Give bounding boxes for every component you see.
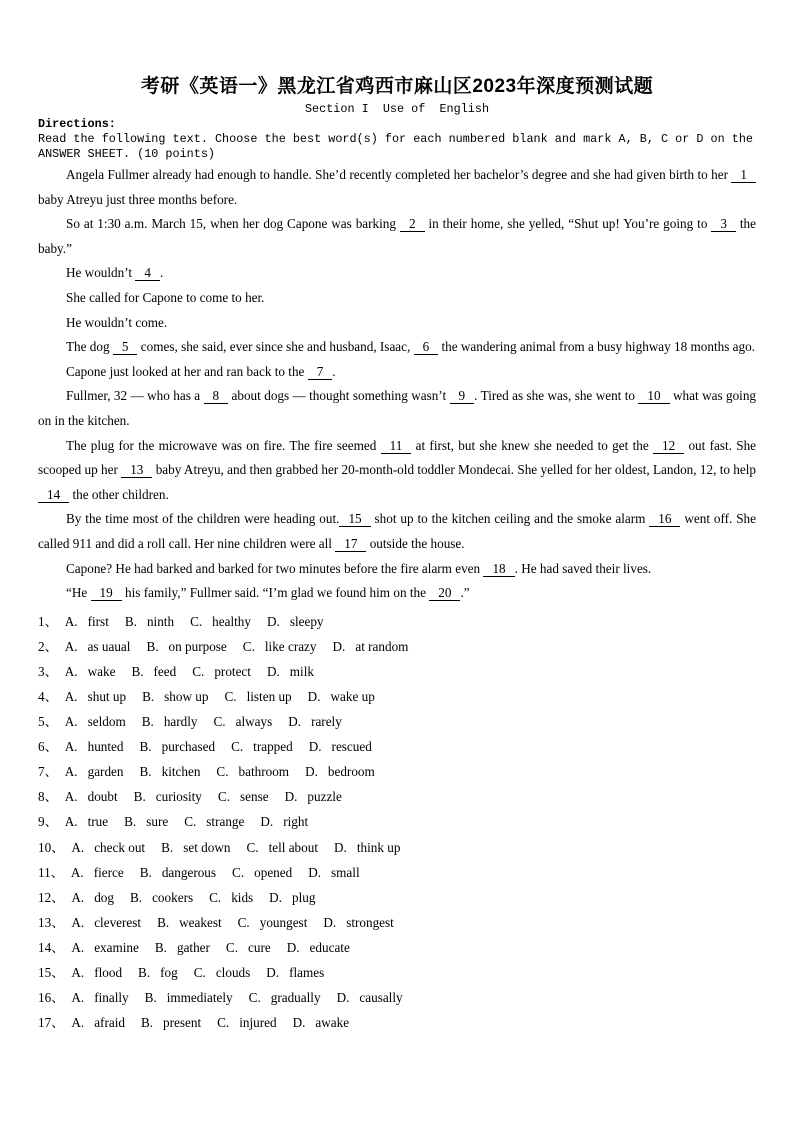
option-letter: D. xyxy=(292,1015,306,1031)
directions-block xyxy=(38,117,756,162)
question-number: 8、 xyxy=(38,789,58,805)
option-text: immediately xyxy=(166,990,233,1006)
option-letter: A. xyxy=(64,814,78,830)
option-text: bedroom xyxy=(327,764,375,780)
option-text: gather xyxy=(176,939,210,955)
option-2-C xyxy=(243,639,317,654)
option-letter: A. xyxy=(64,688,78,704)
option-letter: D. xyxy=(269,889,282,905)
option-text: causally xyxy=(359,990,403,1006)
cloze-blank-1: 1 xyxy=(731,167,756,183)
passage-paragraph: Angela Fullmer already had enough to handle. She’d recently completed her bachelor’s degree and she had given birth to her 1 baby Atreyu just three months before. xyxy=(38,163,756,212)
option-text: present xyxy=(163,1015,202,1031)
question-row-2 xyxy=(38,634,756,659)
option-letter: C. xyxy=(192,663,205,679)
option-letter: B. xyxy=(140,1015,154,1031)
option-letter: A. xyxy=(71,965,85,980)
option-text: rarely xyxy=(311,714,342,730)
option-text: cleverest xyxy=(94,914,142,930)
question-row-10 xyxy=(38,835,756,860)
option-letter: D. xyxy=(308,739,322,755)
option-text: fierce xyxy=(93,864,124,880)
option-text: strange xyxy=(206,814,245,830)
option-1-C xyxy=(190,614,251,629)
cloze-blank-14: 14 xyxy=(38,487,69,503)
question-number: 16、 xyxy=(38,990,65,1006)
option-16-D xyxy=(337,990,403,1005)
option-1-A xyxy=(65,614,109,629)
passage-paragraph: She called for Capone to come to her. xyxy=(66,289,265,305)
option-11-B xyxy=(140,865,216,880)
option-17-B xyxy=(141,1015,201,1030)
option-letter: A. xyxy=(71,839,85,855)
option-letter: A. xyxy=(64,638,78,654)
option-letter: D. xyxy=(334,839,347,855)
option-12-B xyxy=(130,890,193,905)
option-12-A xyxy=(71,890,114,905)
question-row-6 xyxy=(38,734,756,759)
option-text: examine xyxy=(94,939,139,955)
option-text: plug xyxy=(292,889,316,905)
option-letter: D. xyxy=(308,864,322,880)
option-text: sense xyxy=(240,789,269,805)
option-text: fog xyxy=(160,965,178,980)
option-text: cure xyxy=(248,939,271,955)
option-text: right xyxy=(283,814,309,830)
option-9-C xyxy=(184,814,244,829)
option-letter: B. xyxy=(139,864,152,880)
question-number: 17、 xyxy=(38,1015,65,1031)
option-text: puzzle xyxy=(307,789,342,805)
option-15-B xyxy=(138,965,178,980)
option-letter: B. xyxy=(139,739,152,755)
option-5-B xyxy=(142,714,198,729)
option-text: set down xyxy=(183,839,231,855)
option-11-D xyxy=(308,865,359,880)
option-9-A xyxy=(65,814,108,829)
option-letter: C. xyxy=(216,764,229,780)
option-letter: D. xyxy=(286,939,300,955)
option-text: weakest xyxy=(179,914,222,930)
option-letter: A. xyxy=(64,613,78,629)
option-text: check out xyxy=(94,839,146,855)
page-title: 考研《英语一》黑龙江省鸡西市麻山区2023年深度预测试题 xyxy=(140,76,654,97)
option-text: strongest xyxy=(346,914,394,930)
option-4-A xyxy=(65,689,126,704)
option-text: rescued xyxy=(331,739,372,755)
option-text: dangerous xyxy=(161,864,217,880)
option-letter: C. xyxy=(217,1015,230,1031)
option-17-C xyxy=(217,1015,276,1030)
question-row-4 xyxy=(38,684,756,709)
option-text: dog xyxy=(94,889,114,905)
option-10-B xyxy=(161,840,230,855)
option-letter: B. xyxy=(161,839,174,855)
option-text: first xyxy=(87,613,109,629)
passage-paragraph: Capone? He had barked and barked for two minutes before the fire alarm even 18 . He had saved their lives. xyxy=(66,560,652,576)
option-13-B xyxy=(157,915,222,930)
option-letter: D. xyxy=(284,789,298,805)
option-1-D xyxy=(267,614,324,629)
option-2-B xyxy=(146,639,226,654)
option-letter: B. xyxy=(157,914,170,930)
option-letter: D. xyxy=(260,814,274,830)
option-4-D xyxy=(308,689,375,704)
options-list xyxy=(38,609,756,1036)
option-text: always xyxy=(235,714,273,730)
option-letter: A. xyxy=(71,1015,85,1031)
cloze-blank-17: 17 xyxy=(335,536,366,552)
option-letter: A. xyxy=(64,764,78,780)
question-number: 15、 xyxy=(38,965,65,980)
option-letter: B. xyxy=(141,714,154,730)
option-17-A xyxy=(71,1015,125,1030)
option-letter: A. xyxy=(71,990,85,1006)
option-letter: C. xyxy=(248,990,261,1006)
option-letter: A. xyxy=(64,789,78,805)
option-12-C xyxy=(209,890,253,905)
option-text: listen up xyxy=(246,688,292,704)
passage-paragraph: Fullmer, 32 — who has a 8 about dogs — thought something wasn’t 9 . Tired as she was, she went to 10 what was going on in the kitchen. xyxy=(38,388,757,428)
option-text: trapped xyxy=(253,739,293,755)
option-letter: A. xyxy=(71,939,85,955)
option-letter: B. xyxy=(124,814,137,830)
directions-line: ANSWER SHEET. (10 points) xyxy=(38,147,215,161)
option-8-C xyxy=(218,789,269,804)
question-row-12 xyxy=(38,885,756,910)
option-text: curiosity xyxy=(155,789,202,805)
question-number: 11、 xyxy=(38,864,64,880)
option-text: afraid xyxy=(94,1015,125,1031)
option-text: kids xyxy=(231,889,254,905)
question-row-5 xyxy=(38,709,756,734)
option-17-D xyxy=(293,1015,350,1030)
question-number: 5、 xyxy=(38,714,58,730)
option-text: small xyxy=(331,864,360,880)
option-letter: C. xyxy=(232,864,245,880)
option-text: youngest xyxy=(259,914,308,930)
option-letter: D. xyxy=(323,914,337,930)
option-14-A xyxy=(71,940,139,955)
option-letter: D. xyxy=(266,663,280,679)
option-9-D xyxy=(260,814,308,829)
option-letter: A. xyxy=(71,889,85,905)
question-number: 3、 xyxy=(38,663,58,679)
option-7-D xyxy=(305,764,375,779)
option-letter: B. xyxy=(124,613,137,629)
option-4-B xyxy=(142,689,208,704)
passage-paragraph: Capone just looked at her and ran back to the 7 . xyxy=(66,363,336,379)
question-row-14 xyxy=(38,935,756,960)
option-letter: C. xyxy=(190,613,203,629)
question-row-1 xyxy=(38,609,756,634)
option-letter: C. xyxy=(225,939,239,955)
option-14-B xyxy=(155,940,210,955)
option-14-D xyxy=(287,940,350,955)
option-text: flames xyxy=(289,965,325,980)
option-text: opened xyxy=(254,864,293,880)
option-letter: B. xyxy=(139,764,152,780)
option-letter: D. xyxy=(332,638,346,654)
passage-paragraph: By the time most of the children were heading out. 15 shot up to the kitchen ceiling and the smoke alarm 16 went off. She called 911 and did a roll call. Her nine children were all 17 outside the house. xyxy=(38,511,756,551)
option-text: doubt xyxy=(87,789,118,805)
option-10-C xyxy=(246,840,318,855)
passage-paragraph: The plug for the microwave was on fire. The fire seemed 11 at first, but she knew she needed to get the 12 out fast. She scooped up her 13 baby Atreyu, and then grabbed her 20-month-old toddler Mondecai. She yelled for her oldest, Landon, 12, to help 14 the other children. xyxy=(38,437,757,502)
option-8-A xyxy=(65,789,118,804)
option-letter: A. xyxy=(70,864,84,880)
cloze-blank-10: 10 xyxy=(638,388,669,404)
option-text: protect xyxy=(214,663,251,679)
question-number: 12、 xyxy=(38,889,65,905)
option-7-A xyxy=(65,764,124,779)
option-8-D xyxy=(285,789,342,804)
question-row-13 xyxy=(38,910,756,935)
option-text: awake xyxy=(315,1015,350,1031)
cloze-blank-8: 8 xyxy=(204,388,229,404)
cloze-blank-9: 9 xyxy=(450,388,475,404)
option-text: gradually xyxy=(270,990,321,1006)
question-number: 1、 xyxy=(38,613,58,629)
question-number: 9、 xyxy=(38,814,58,830)
option-text: as uaual xyxy=(87,638,131,654)
option-letter: D. xyxy=(266,965,280,980)
option-text: seldom xyxy=(87,714,126,730)
option-text: on purpose xyxy=(168,638,227,654)
option-text: healthy xyxy=(212,613,251,629)
option-text: finally xyxy=(94,990,129,1006)
option-12-D xyxy=(269,890,315,905)
option-16-B xyxy=(145,990,233,1005)
option-5-A xyxy=(65,714,126,729)
option-letter: A. xyxy=(64,739,78,755)
option-text: show up xyxy=(164,688,209,704)
option-11-A xyxy=(71,865,124,880)
option-letter: D. xyxy=(307,688,321,704)
option-14-C xyxy=(226,940,271,955)
question-number: 13、 xyxy=(38,914,65,930)
option-letter: B. xyxy=(131,663,144,679)
option-5-C xyxy=(214,714,273,729)
option-letter: B. xyxy=(146,638,159,654)
passage xyxy=(38,163,756,606)
option-text: wake up xyxy=(330,688,375,704)
option-letter: B. xyxy=(154,939,167,955)
option-text: clouds xyxy=(215,965,251,980)
option-text: like crazy xyxy=(264,638,317,654)
option-15-A xyxy=(71,965,122,980)
option-7-B xyxy=(140,764,201,779)
directions-label: Directions: xyxy=(38,117,116,131)
option-text: kitchen xyxy=(161,764,201,780)
option-3-A xyxy=(65,664,116,679)
option-letter: A. xyxy=(71,914,85,930)
option-2-D xyxy=(333,639,409,654)
option-letter: C. xyxy=(231,739,244,755)
option-13-A xyxy=(71,915,141,930)
question-number: 14、 xyxy=(38,939,65,955)
option-letter: C. xyxy=(209,889,222,905)
option-letter: C. xyxy=(213,714,226,730)
passage-paragraph: “He 19 his family,” Fullmer said. “I’m glad we found him on the 20 .” xyxy=(66,585,470,601)
cloze-blank-18: 18 xyxy=(483,561,514,577)
passage-paragraph: So at 1:30 a.m. March 15, when her dog Capone was barking 2 in their home, she yelled, “Shut up! You’re going to 3 the baby.” xyxy=(38,216,756,256)
option-9-B xyxy=(124,814,168,829)
option-text: educate xyxy=(309,939,350,955)
question-row-9 xyxy=(38,809,756,834)
option-letter: C. xyxy=(237,914,250,930)
option-letter: C. xyxy=(193,965,206,980)
option-letter: B. xyxy=(129,889,143,905)
option-text: at random xyxy=(355,638,409,654)
option-13-D xyxy=(323,915,393,930)
cloze-blank-15: 15 xyxy=(339,511,370,527)
option-letter: C. xyxy=(224,688,237,704)
cloze-blank-4: 4 xyxy=(135,265,160,281)
passage-paragraph: He wouldn’t come. xyxy=(66,314,168,330)
option-10-A xyxy=(71,840,145,855)
option-text: hunted xyxy=(87,739,124,755)
option-letter: C. xyxy=(242,638,255,654)
option-16-A xyxy=(71,990,128,1005)
option-text: sleepy xyxy=(289,613,324,629)
passage-paragraph: The dog 5 comes, she said, ever since she and husband, Isaac, 6 the wandering animal from a busy highway 18 months ago. xyxy=(66,339,756,355)
question-row-8 xyxy=(38,784,756,809)
option-text: flood xyxy=(94,965,123,980)
option-text: injured xyxy=(239,1015,277,1031)
option-letter: C. xyxy=(184,814,197,830)
question-number: 6、 xyxy=(38,739,58,755)
passage-paragraph: He wouldn’t 4 . xyxy=(66,265,164,281)
cloze-blank-16: 16 xyxy=(649,511,680,527)
option-letter: C. xyxy=(246,839,259,855)
option-letter: D. xyxy=(336,990,350,1006)
question-number: 2、 xyxy=(38,638,58,654)
option-15-C xyxy=(194,965,251,980)
option-text: feed xyxy=(153,663,177,679)
option-letter: B. xyxy=(142,688,155,704)
cloze-blank-5: 5 xyxy=(113,339,138,355)
option-text: garden xyxy=(87,764,124,780)
question-number: 10、 xyxy=(38,839,65,855)
option-text: hardly xyxy=(163,714,198,730)
cloze-blank-3: 3 xyxy=(711,216,736,232)
option-11-C xyxy=(232,865,292,880)
option-8-B xyxy=(134,789,202,804)
option-letter: B. xyxy=(144,990,157,1006)
option-16-C xyxy=(249,990,321,1005)
option-letter: B. xyxy=(138,965,151,980)
question-row-15 xyxy=(38,960,756,985)
option-text: shut up xyxy=(87,688,127,704)
cloze-blank-20: 20 xyxy=(429,585,460,601)
option-text: cookers xyxy=(152,889,194,905)
option-text: true xyxy=(87,814,109,830)
directions-line: Read the following text. Choose the best word(s) for each numbered blank and mark A, B, C or D on the xyxy=(38,132,754,146)
option-6-B xyxy=(140,739,216,754)
option-letter: D. xyxy=(305,764,318,780)
option-5-D xyxy=(288,714,342,729)
question-number: 7、 xyxy=(38,764,58,780)
option-6-A xyxy=(65,739,124,754)
option-text: purchased xyxy=(161,739,216,755)
option-7-C xyxy=(216,764,289,779)
option-13-C xyxy=(238,915,308,930)
cloze-blank-2: 2 xyxy=(400,216,425,232)
option-10-D xyxy=(334,840,400,855)
question-row-17 xyxy=(38,1010,756,1035)
option-6-D xyxy=(309,739,372,754)
option-3-D xyxy=(267,664,314,679)
option-1-B xyxy=(125,614,174,629)
question-row-16 xyxy=(38,985,756,1010)
cloze-blank-12: 12 xyxy=(653,438,684,454)
option-text: ninth xyxy=(146,613,175,629)
option-4-C xyxy=(225,689,292,704)
option-letter: A. xyxy=(64,714,78,730)
option-letter: D. xyxy=(288,714,302,730)
cloze-blank-11: 11 xyxy=(381,438,412,454)
cloze-blank-13: 13 xyxy=(121,462,152,478)
section-heading: Section I Use of English xyxy=(304,102,490,116)
cloze-blank-6: 6 xyxy=(414,339,439,355)
option-letter: D. xyxy=(266,613,280,629)
option-6-C xyxy=(231,739,293,754)
option-text: tell about xyxy=(268,839,319,855)
cloze-blank-19: 19 xyxy=(91,585,122,601)
option-text: milk xyxy=(289,663,314,679)
option-text: wake xyxy=(87,663,116,679)
cloze-blank-7: 7 xyxy=(308,364,333,380)
option-text: think up xyxy=(356,839,401,855)
question-number: 4、 xyxy=(38,688,58,704)
option-text: sure xyxy=(146,814,169,830)
question-row-7 xyxy=(38,759,756,784)
question-row-11 xyxy=(38,860,756,885)
directions-text xyxy=(38,132,756,162)
option-3-C xyxy=(192,664,251,679)
option-15-D xyxy=(266,965,324,980)
option-letter: B. xyxy=(133,789,146,805)
option-letter: C. xyxy=(217,789,230,805)
option-2-A xyxy=(65,639,131,654)
question-row-3 xyxy=(38,659,756,684)
option-text: bathroom xyxy=(238,764,290,780)
option-letter: A. xyxy=(64,663,78,679)
option-3-B xyxy=(131,664,176,679)
